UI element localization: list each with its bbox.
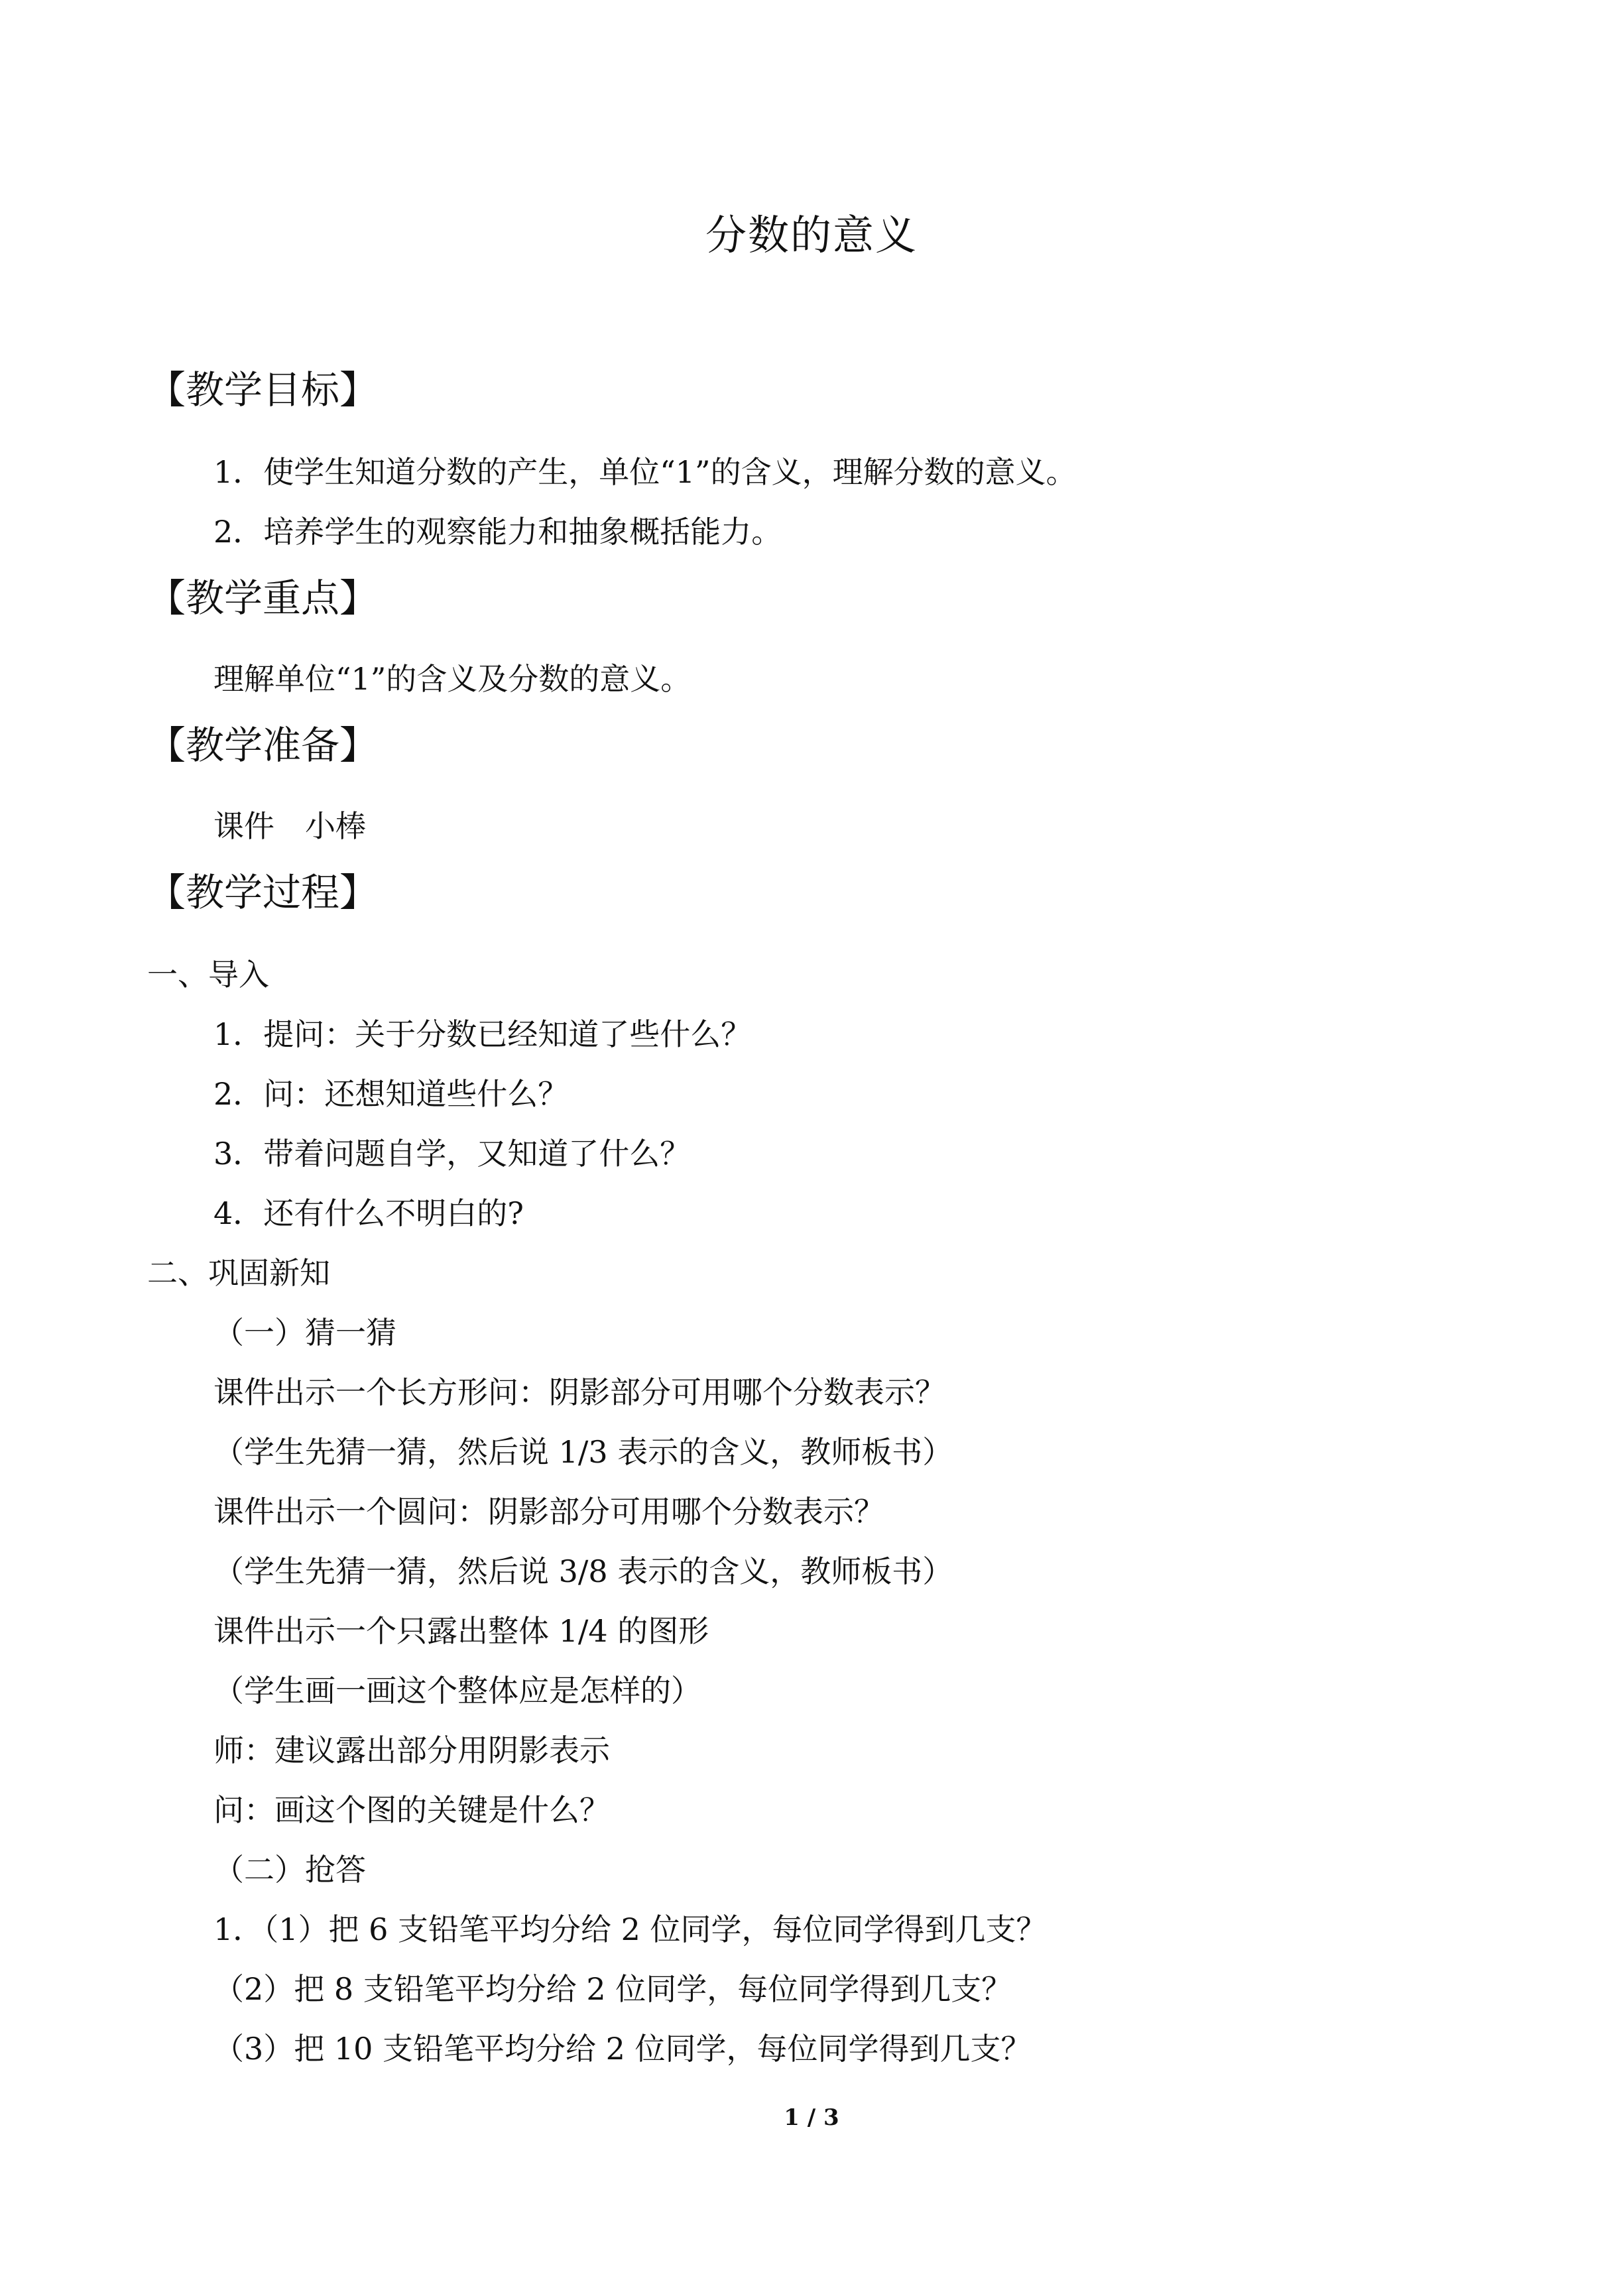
document-title: 分数的意义	[705, 211, 918, 259]
part1-item-2: 2．问：还想知道些什么？	[213, 1076, 569, 1112]
sub1-title: （一）猜一猜	[213, 1315, 396, 1351]
page-number: 1 / 3	[784, 2104, 839, 2131]
sub1-line-2: （学生先猜一猜，然后说 1/3 表示的含义，教师板书）	[213, 1434, 953, 1470]
prep-text: 课件 小棒	[213, 808, 366, 844]
goal-item-2: 2．培养学生的观察能力和抽象概括能力。	[213, 514, 782, 550]
heading-teaching-process: 【教学过程】	[147, 870, 379, 915]
heading-teaching-goals: 【教学目标】	[147, 367, 379, 412]
sub1-line-1: 课件出示一个长方形问：阴影部分可用哪个分数表示？	[213, 1374, 945, 1410]
goal-item-1: 1．使学生知道分数的产生，单位“1”的含义，理解分数的意义。	[213, 454, 1077, 490]
part1-item-1: 1．提问：关于分数已经知道了些什么？	[213, 1016, 752, 1052]
sub1-line-5: 课件出示一个只露出整体 1/4 的图形	[213, 1613, 709, 1649]
part1-title: 一、导入	[147, 957, 269, 993]
heading-teaching-prep: 【教学准备】	[147, 723, 379, 768]
sub1-line-3: 课件出示一个圆问：阴影部分可用哪个分数表示？	[213, 1494, 884, 1530]
sub2-line-3: （3）把 10 支铅笔平均分给 2 位同学，每位同学得到几支？	[213, 2031, 1032, 2067]
sub1-line-6: （学生画一画这个整体应是怎样的）	[213, 1673, 701, 1709]
part1-item-4: 4．还有什么不明白的?	[213, 1195, 524, 1231]
sub2-line-2: （2）把 8 支铅笔平均分给 2 位同学，每位同学得到几支？	[213, 1971, 1012, 2007]
sub1-line-4: （学生先猜一猜，然后说 3/8 表示的含义，教师板书）	[213, 1553, 953, 1589]
part1-item-3: 3．带着问题自学，又知道了什么？	[213, 1136, 691, 1172]
sub1-line-8: 问：画这个图的关键是什么？	[213, 1792, 610, 1828]
part2-title: 二、巩固新知	[147, 1255, 330, 1291]
sub2-title: （二）抢答	[213, 1852, 366, 1888]
sub1-line-7: 师：建议露出部分用阴影表示	[213, 1732, 610, 1768]
focus-text: 理解单位“1”的含义及分数的意义。	[213, 661, 691, 697]
sub2-line-1: 1．（1）把 6 支铅笔平均分给 2 位同学，每位同学得到几支？	[213, 1911, 1047, 1947]
heading-teaching-focus: 【教学重点】	[147, 575, 379, 621]
